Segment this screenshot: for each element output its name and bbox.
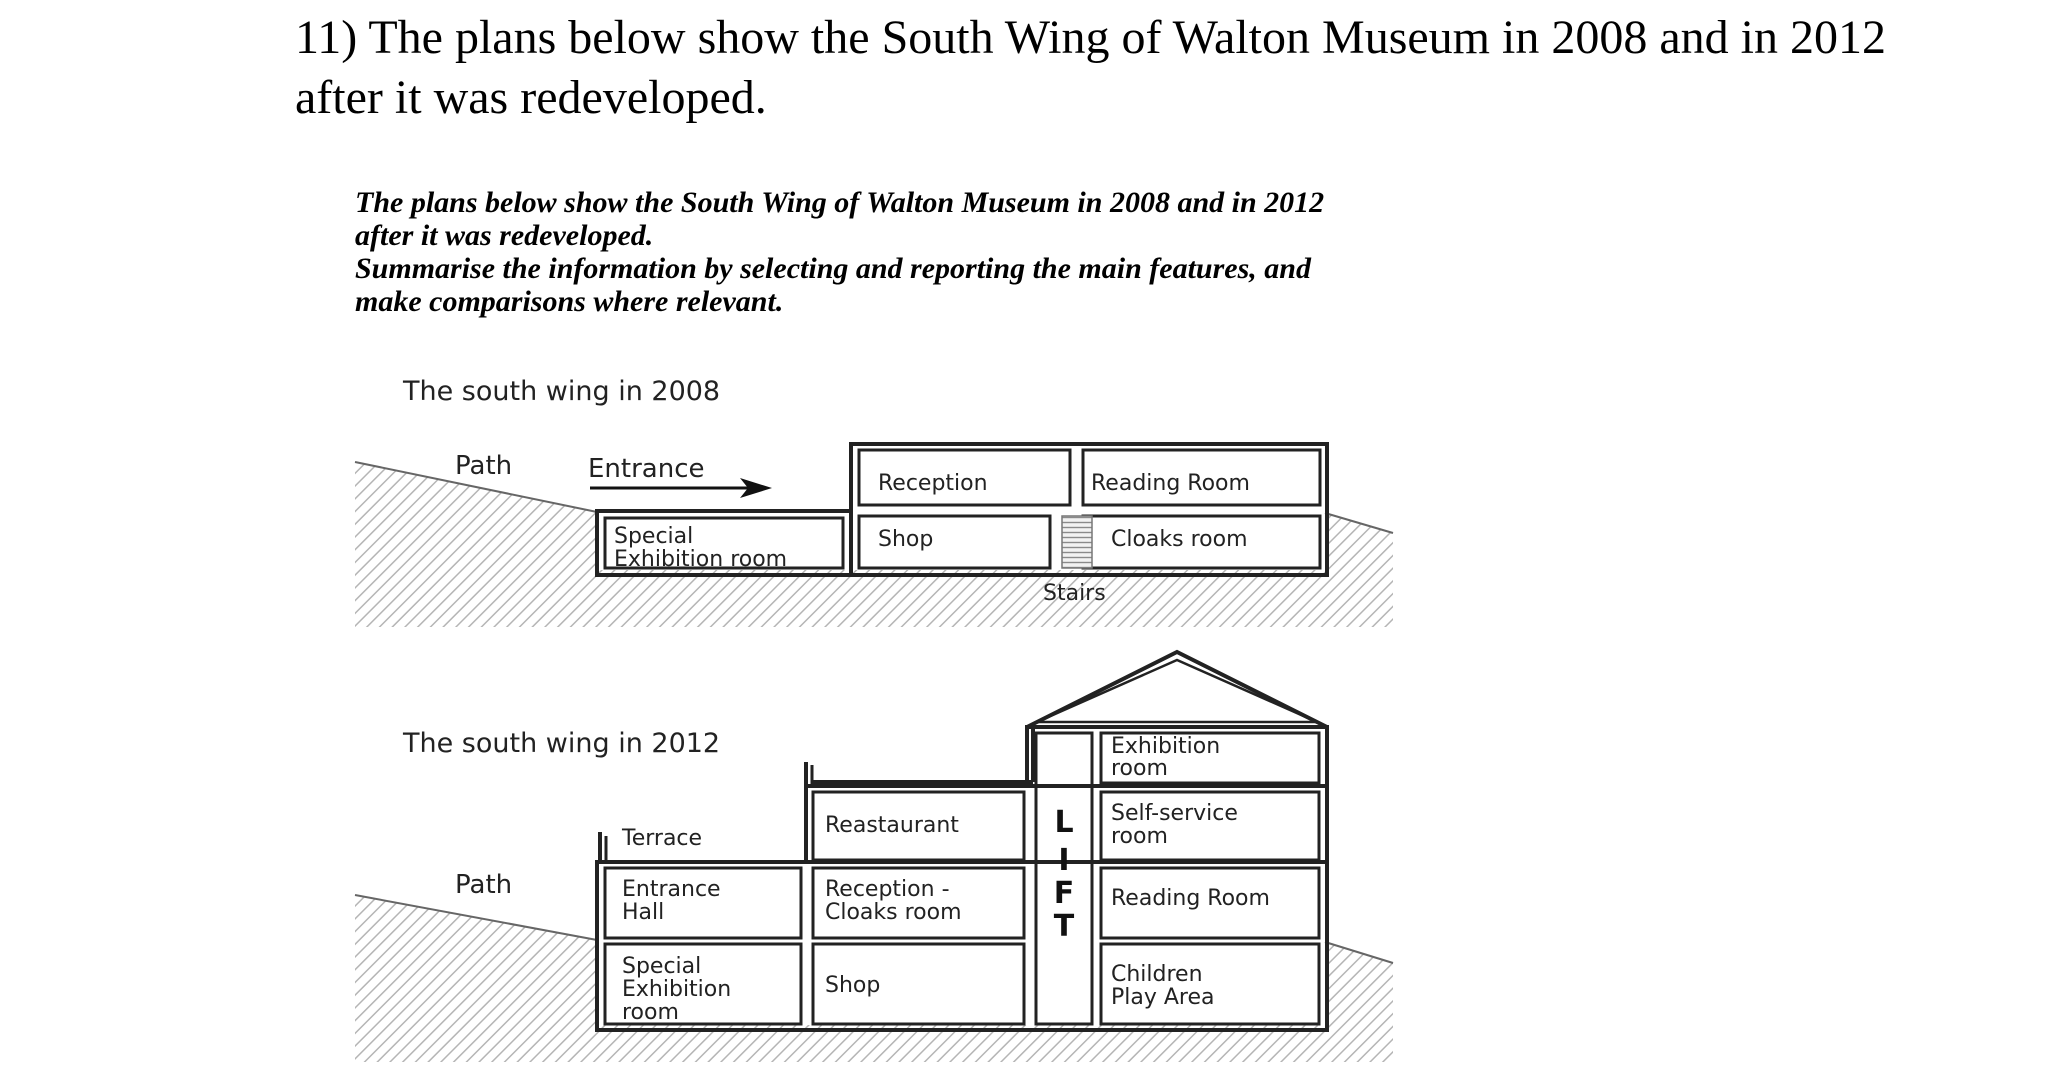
instruction-line-2: after it was redeveloped. <box>355 219 654 252</box>
room-shop-2008: Shop <box>878 527 934 552</box>
instruction-line-4: make comparisons where relevant. <box>355 285 784 318</box>
room-children-line1: Children <box>1111 962 1203 987</box>
question-line-2: after it was redeveloped. <box>295 71 767 124</box>
plan-2012-title: The south wing in 2012 <box>403 728 721 759</box>
lift-letter-t: T <box>1053 909 1075 944</box>
room-restaurant: Reastaurant <box>825 813 959 838</box>
lift-letter-f: F <box>1053 876 1075 911</box>
plan-2008-title: The south wing in 2008 <box>403 376 721 407</box>
room-exhibition-line1: Exhibition <box>1111 734 1221 759</box>
room-special-line2-2012: Exhibition <box>622 977 732 1002</box>
room-selfservice-line1: Self-service <box>1111 801 1238 826</box>
room-entrance-line2: Hall <box>622 900 665 925</box>
room-special-line2-2008: Exhibition room <box>614 547 788 572</box>
plan-2008 <box>355 376 1393 627</box>
instruction-line-1: The plans below show the South Wing of Walton Museum in 2008 and in 2012 <box>355 186 1325 219</box>
terrace-label: Terrace <box>622 826 703 851</box>
room-reception-2008: Reception <box>878 471 988 496</box>
room-special-line1-2012: Special <box>622 954 702 979</box>
path-label-2008: Path <box>455 451 513 481</box>
room-reading-2012: Reading Room <box>1111 886 1270 911</box>
room-reception-line2-2012: Cloaks room <box>825 900 962 925</box>
question-line-1: 11) The plans below show the South Wing of Walton Museum in 2008 and in 2012 <box>295 11 1886 64</box>
path-label-2012: Path <box>455 870 513 900</box>
room-cloaks-2008: Cloaks room <box>1111 527 1248 552</box>
stairs-2008 <box>1062 516 1092 568</box>
roof <box>1027 652 1327 727</box>
room-reception-line1-2012: Reception - <box>825 877 950 902</box>
lift-letter-i: I <box>1058 843 1070 878</box>
room-children-line2: Play Area <box>1111 985 1215 1010</box>
entrance-label-2008: Entrance <box>588 454 705 484</box>
room-shop-2012: Shop <box>825 973 881 998</box>
room-special-line3-2012: room <box>622 1000 679 1025</box>
plan-2012 <box>355 652 1393 1062</box>
instruction-line-3: Summarise the information by selecting and reporting the main features, and <box>355 252 1311 285</box>
room-reading-2008: Reading Room <box>1091 471 1250 496</box>
lift-letter-l: L <box>1054 805 1074 840</box>
room-entrance-line1: Entrance <box>622 877 721 902</box>
stairs-label-2008: Stairs <box>1043 581 1106 606</box>
room-exhibition-line2: room <box>1111 756 1168 781</box>
room-selfservice-line2: room <box>1111 824 1168 849</box>
room-special-line1-2008: Special <box>614 524 694 549</box>
